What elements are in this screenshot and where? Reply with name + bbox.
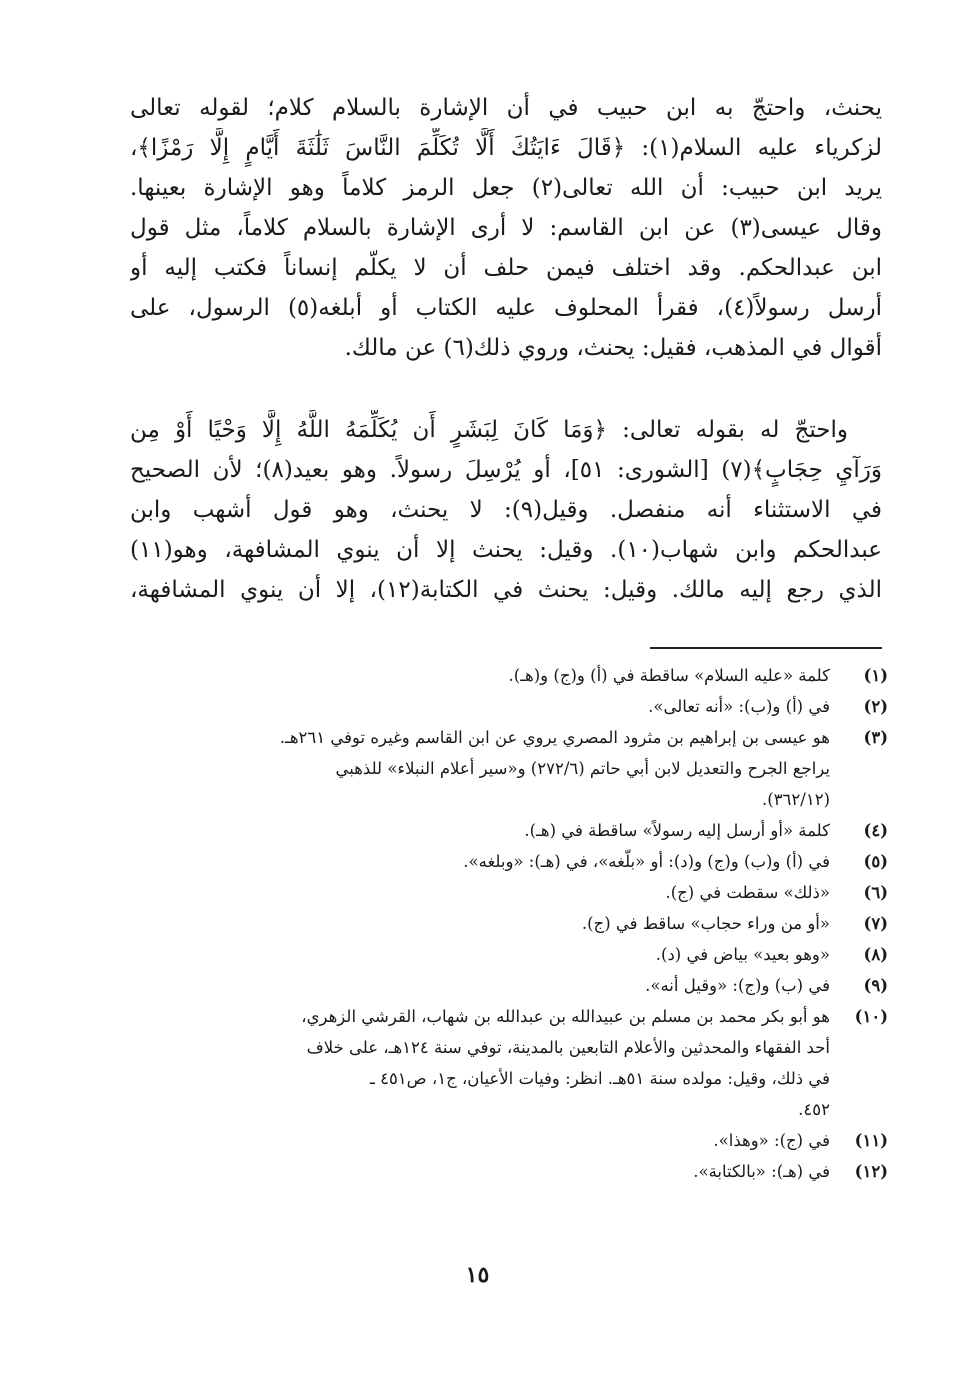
footnote-item — [130, 939, 888, 970]
footnote-number: (٦) — [863, 883, 888, 902]
text-line: الذي رجع إليه مالك. وقيل: يحنث في الكتابة(١٢)، إلا أن ينوي المشافهة، — [130, 577, 882, 603]
text-line: أرسل رسولاً(٤)، فقرأ المحلوف عليه الكتاب أو أبلغه(٥) الرسول، على — [130, 295, 882, 321]
footnote-item — [130, 846, 888, 877]
footnote-number: (٥) — [863, 852, 888, 871]
footnote-number: (٩) — [863, 976, 888, 995]
text-line: عبدالحكم وابن شهاب(١٠). وقيل: يحنث إلا أن ينوي المشافهة، وهو(١١) — [130, 537, 882, 563]
footnote-item — [130, 722, 888, 815]
footnote-text — [130, 846, 830, 877]
footnote-text — [130, 970, 830, 1001]
footnote-item — [130, 908, 888, 939]
footnote-number: (٤) — [863, 821, 888, 840]
text-line: أقوال في المذهب، فقيل: يحنث، وروي ذلك(٦) عن مالك. — [344, 335, 882, 361]
footnote-line: أحد الفقهاء والمحدثين والأعلام التابعين بالمدينة، توفي سنة ١٢٤هـ، على خلاف — [306, 1038, 830, 1057]
text-line: وَرَآيِ حِجَابٍ﴾(٧) [الشورى: ٥١]، أو يُرْسِلَ رسولاً. وهو بعيد(٨)؛ لأن الصحيح — [130, 457, 882, 483]
footnote-line: «ذلك» سقطت في (ج). — [665, 883, 830, 902]
footnote-text — [130, 691, 830, 722]
text-line: وقال عيسى(٣) عن ابن القاسم: لا أرى الإشارة بالسلام كلاماً، مثل قول — [130, 215, 882, 241]
body-paragraph-1 — [130, 88, 882, 368]
footnote-line: هو أبو بكر محمد بن مسلم بن عبيدالله بن عبدالله بن شهاب، القرشي الزهري، — [301, 1007, 830, 1026]
footnote-line: «أو من وراء حجاب» ساقط في (ج). — [581, 914, 830, 933]
text-line: في الاستثناء أنه منفصل. وقيل(٩): لا يحنث، وهو قول أشهب وابن — [130, 497, 882, 523]
footnote-text — [130, 939, 830, 970]
footnote-item — [130, 1125, 888, 1156]
footnote-item — [130, 1001, 888, 1125]
footnotes — [130, 660, 888, 1187]
footnote-number: (٢) — [863, 697, 888, 716]
footnote-number: (٣) — [863, 728, 888, 747]
footnote-item — [130, 691, 888, 722]
footnote-line: كلمة «أو أرسل إليه رسولاً» ساقطة في (هـ). — [524, 821, 830, 840]
footnote-item — [130, 660, 888, 691]
text-line: واحتجّ له بقوله تعالى: ﴿وَمَا كَانَ لِبَشَرٍ أَن يُكَلِّمَهُ اللَّهُ إِلَّا وَحْيًا أَوْ مِن — [130, 417, 848, 443]
text-line: يريد ابن حبيب: أن الله تعالى(٢) جعل الرمز كلاماً وهو الإشارة بعينها. — [130, 175, 882, 201]
footnote-line: في ذلك، وقيل: مولده سنة ٥١هـ. انظر: وفيات الأعيان، ج١، ص٤٥١ ـ — [369, 1069, 830, 1088]
footnote-text — [130, 1156, 830, 1187]
footnote-number: (٨) — [863, 945, 888, 964]
text-line: لزكرياء عليه السلام(١): ﴿قَالَ ءَايَتُكَ أَلَّا تُكَلِّمَ النَّاسَ ثَلَٰثَةَ أَيَّامٍ إِلَّا رَمْزًا﴾، — [130, 135, 882, 161]
footnote-line: يراجع الجرح والتعديل لابن أبي حاتم (٢٧٢/٦) و«سير أعلام النبلاء» للذهبي — [335, 759, 830, 778]
footnote-item — [130, 877, 888, 908]
footnote-line: «وهو بعيد» بياض في (د). — [655, 945, 830, 964]
footnote-text — [130, 1001, 830, 1125]
footnote-text — [130, 660, 830, 691]
footnote-line: في (هـ): «بالكتابة». — [693, 1162, 830, 1181]
footnote-line: في (ب) و(ج): «وقيل أنه». — [645, 976, 830, 995]
footnote-text — [130, 722, 830, 815]
footnote-line: هو عيسى بن إبراهيم بن مثرود المصري يروي عن ابن القاسم وغيره توفي ٢٦١هـ. — [279, 728, 830, 747]
text-line: يحنث، واحتجّ به ابن حبيب في أن الإشارة بالسلام كلام؛ لقوله تعالى — [130, 95, 882, 121]
footnote-text — [130, 815, 830, 846]
footnote-line: كلمة «عليه السلام» ساقطة في (أ) و(ج) و(هـ). — [508, 666, 830, 685]
footnote-number: (١) — [863, 666, 888, 685]
footnote-number: (١٠) — [854, 1007, 888, 1026]
footnote-line: في (ج): «وهذا». — [713, 1131, 830, 1150]
footnote-separator — [650, 647, 882, 649]
footnote-number: (٧) — [863, 914, 888, 933]
page-number: ١٥ — [465, 1262, 490, 1288]
footnote-number: (١٢) — [854, 1162, 888, 1181]
footnote-text — [130, 877, 830, 908]
body-paragraph-2 — [130, 410, 882, 610]
footnote-item — [130, 1156, 888, 1187]
footnote-line: (٣٦٢/١٢). — [762, 790, 830, 809]
footnote-number: (١١) — [854, 1131, 888, 1150]
footnote-text — [130, 1125, 830, 1156]
footnote-item — [130, 815, 888, 846]
footnote-line: في (أ) و(ب): «أنه تعالى». — [648, 697, 830, 716]
footnote-line: في (أ) و(ب) و(ج) و(د): أو «بلّغه»، في (هـ): «وبلغه». — [463, 852, 830, 871]
text-line: ابن عبدالحكم. وقد اختلف فيمن حلف أن لا يكلّم إنساناً فكتب إليه أو — [130, 255, 882, 281]
footnote-line: ٤٥٢. — [798, 1100, 830, 1119]
footnote-item — [130, 970, 888, 1001]
footnote-text — [130, 908, 830, 939]
